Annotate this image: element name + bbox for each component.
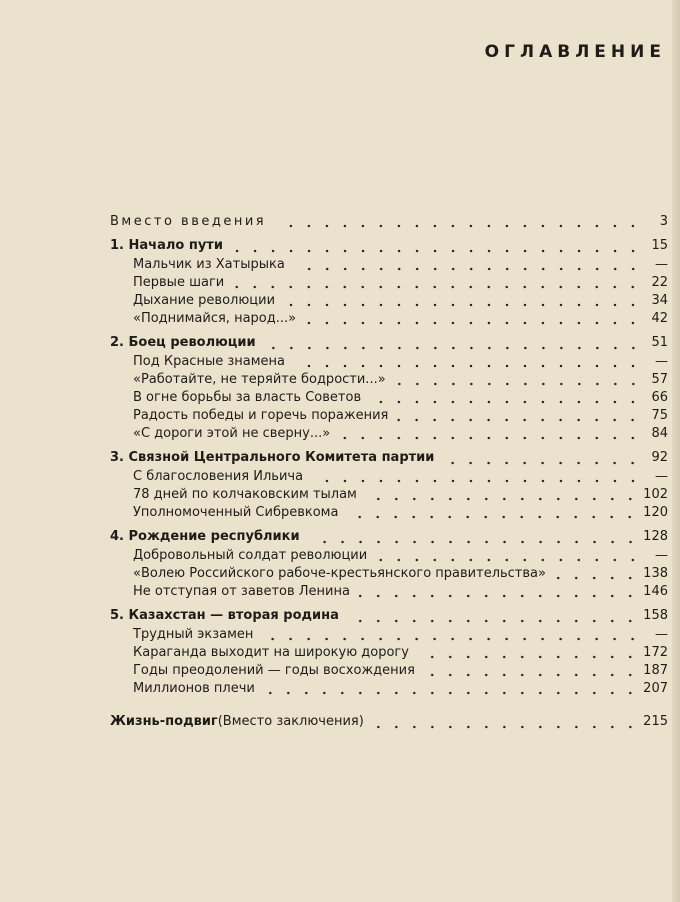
dot-leader — [261, 631, 642, 641]
page-number: 57 — [651, 372, 668, 387]
toc-subentry[interactable] — [110, 256, 668, 274]
toc-subentry[interactable] — [110, 407, 668, 425]
dot-leader — [347, 613, 639, 623]
toc-entry[interactable] — [110, 607, 668, 626]
toc-entry[interactable] — [110, 237, 668, 256]
toc-subentry[interactable] — [110, 626, 668, 644]
table-of-contents — [110, 213, 668, 732]
page-number: 128 — [643, 529, 668, 544]
entry-title: «Работайте, не теряйте бодрости...» — [133, 372, 386, 387]
entry-title: «Поднимайся, народ...» — [133, 311, 297, 326]
dot-leader — [264, 340, 642, 350]
dot-leader — [369, 394, 642, 404]
dot-leader — [274, 218, 642, 228]
toc-subentry[interactable] — [110, 583, 668, 601]
toc-subentry[interactable] — [110, 565, 668, 583]
toc-subentry[interactable] — [110, 310, 668, 328]
page-number: — — [655, 354, 668, 369]
toc-subentry[interactable] — [110, 662, 668, 680]
dot-leader — [283, 297, 642, 307]
toc-subentry[interactable] — [110, 680, 668, 698]
entry-title: Годы преодолений — годы восхождения — [133, 663, 415, 678]
dot-leader — [311, 473, 642, 483]
toc-entry[interactable] — [110, 213, 668, 231]
dot-leader — [304, 315, 642, 325]
page-number: 138 — [643, 566, 668, 581]
toc-subentry[interactable] — [110, 274, 668, 292]
entry-title: Радость победы и горечь поражения — [133, 408, 389, 423]
toc-entry[interactable] — [110, 713, 668, 732]
toc-subentry[interactable] — [110, 389, 668, 407]
toc-subentry[interactable] — [110, 371, 668, 389]
page-number: 215 — [643, 714, 668, 729]
page-number: — — [655, 548, 668, 563]
page-title: ОГЛАВЛЕНИЕ — [484, 42, 666, 62]
toc-subentry[interactable] — [110, 547, 668, 565]
entry-title: Дыхание революции — [133, 293, 276, 308]
entry-title: Мальчик из Хатырыка — [133, 257, 285, 272]
page-number: 102 — [643, 487, 668, 502]
dot-leader — [231, 243, 642, 253]
entry-title: С благословения Ильича — [133, 469, 304, 484]
page-number: 3 — [659, 214, 668, 229]
toc-entry[interactable] — [110, 449, 668, 468]
toc-subentry[interactable] — [110, 353, 668, 371]
page-number: — — [655, 627, 668, 642]
page-number: 92 — [651, 450, 668, 465]
dot-leader — [375, 552, 642, 562]
page-number: 51 — [651, 335, 668, 350]
entry-title: Добровольный солдат революции — [133, 548, 368, 563]
dot-leader — [293, 358, 642, 368]
toc-subentry[interactable] — [110, 425, 668, 443]
page-number: 172 — [643, 645, 668, 660]
page-number: 34 — [651, 293, 668, 308]
toc-entry[interactable] — [110, 528, 668, 547]
entry-title: Вместо введения — [110, 214, 267, 229]
dot-leader — [232, 279, 642, 289]
dot-leader — [394, 376, 642, 386]
page-number: 84 — [651, 426, 668, 441]
page-number: 146 — [643, 584, 668, 599]
page-number: 15 — [651, 238, 668, 253]
entry-title: В огне борьбы за власть Советов — [133, 390, 362, 405]
dot-leader — [417, 649, 639, 659]
entry-title: Миллионов плечи — [133, 681, 255, 696]
page-number: 120 — [643, 505, 668, 520]
dot-leader — [338, 430, 642, 440]
page-number: — — [655, 469, 668, 484]
entry-title: «Волею Российского рабоче-крестьянского правительства» — [133, 566, 546, 581]
dot-leader — [293, 261, 642, 271]
entry-title: Не отступая от заветов Ленина — [133, 584, 350, 599]
page-number: 158 — [643, 608, 668, 623]
dot-leader — [263, 685, 639, 695]
entry-title: 1. Начало пути — [110, 238, 223, 253]
entry-title: Под Красные знамена — [133, 354, 285, 369]
toc-subentry[interactable] — [110, 468, 668, 486]
entry-title: 5. Казахстан — вторая родина — [110, 608, 339, 623]
dot-leader — [372, 719, 639, 729]
page-number: 207 — [643, 681, 668, 696]
entry-title-note: (Вместо заключения) — [217, 714, 364, 729]
page-number: 187 — [643, 663, 668, 678]
dot-leader — [365, 491, 639, 501]
dot-leader — [423, 667, 639, 677]
entry-title: Жизнь-подвиг — [110, 714, 218, 729]
entry-title: «С дороги этой не сверну...» — [133, 426, 331, 441]
dot-leader — [308, 534, 640, 544]
dot-leader — [396, 412, 642, 422]
dot-leader — [346, 509, 639, 519]
page-number: 22 — [651, 275, 668, 290]
entry-title: Уполномоченный Сибревкома — [133, 505, 339, 520]
page-number: 75 — [651, 408, 668, 423]
entry-title: Первые шаги — [133, 275, 225, 290]
entry-title: Трудный экзамен — [133, 627, 254, 642]
toc-entry[interactable] — [110, 334, 668, 353]
page-number: 66 — [651, 390, 668, 405]
page-number: — — [655, 257, 668, 272]
toc-subentry[interactable] — [110, 644, 668, 662]
entry-title: Караганда выходит на широкую дорогу — [133, 645, 409, 660]
dot-leader — [358, 588, 639, 598]
dot-leader — [554, 570, 639, 580]
dot-leader — [442, 455, 642, 465]
toc-subentry[interactable] — [110, 504, 668, 522]
toc-subentry[interactable] — [110, 292, 668, 310]
page-edge — [672, 0, 680, 902]
entry-title: 78 дней по колчаковским тылам — [133, 487, 357, 502]
entry-title: 3. Связной Центрального Комитета партии — [110, 450, 435, 465]
entry-title: 4. Рождение республики — [110, 529, 300, 544]
page-number: 42 — [651, 311, 668, 326]
toc-subentry[interactable] — [110, 486, 668, 504]
entry-title: 2. Боец революции — [110, 335, 256, 350]
